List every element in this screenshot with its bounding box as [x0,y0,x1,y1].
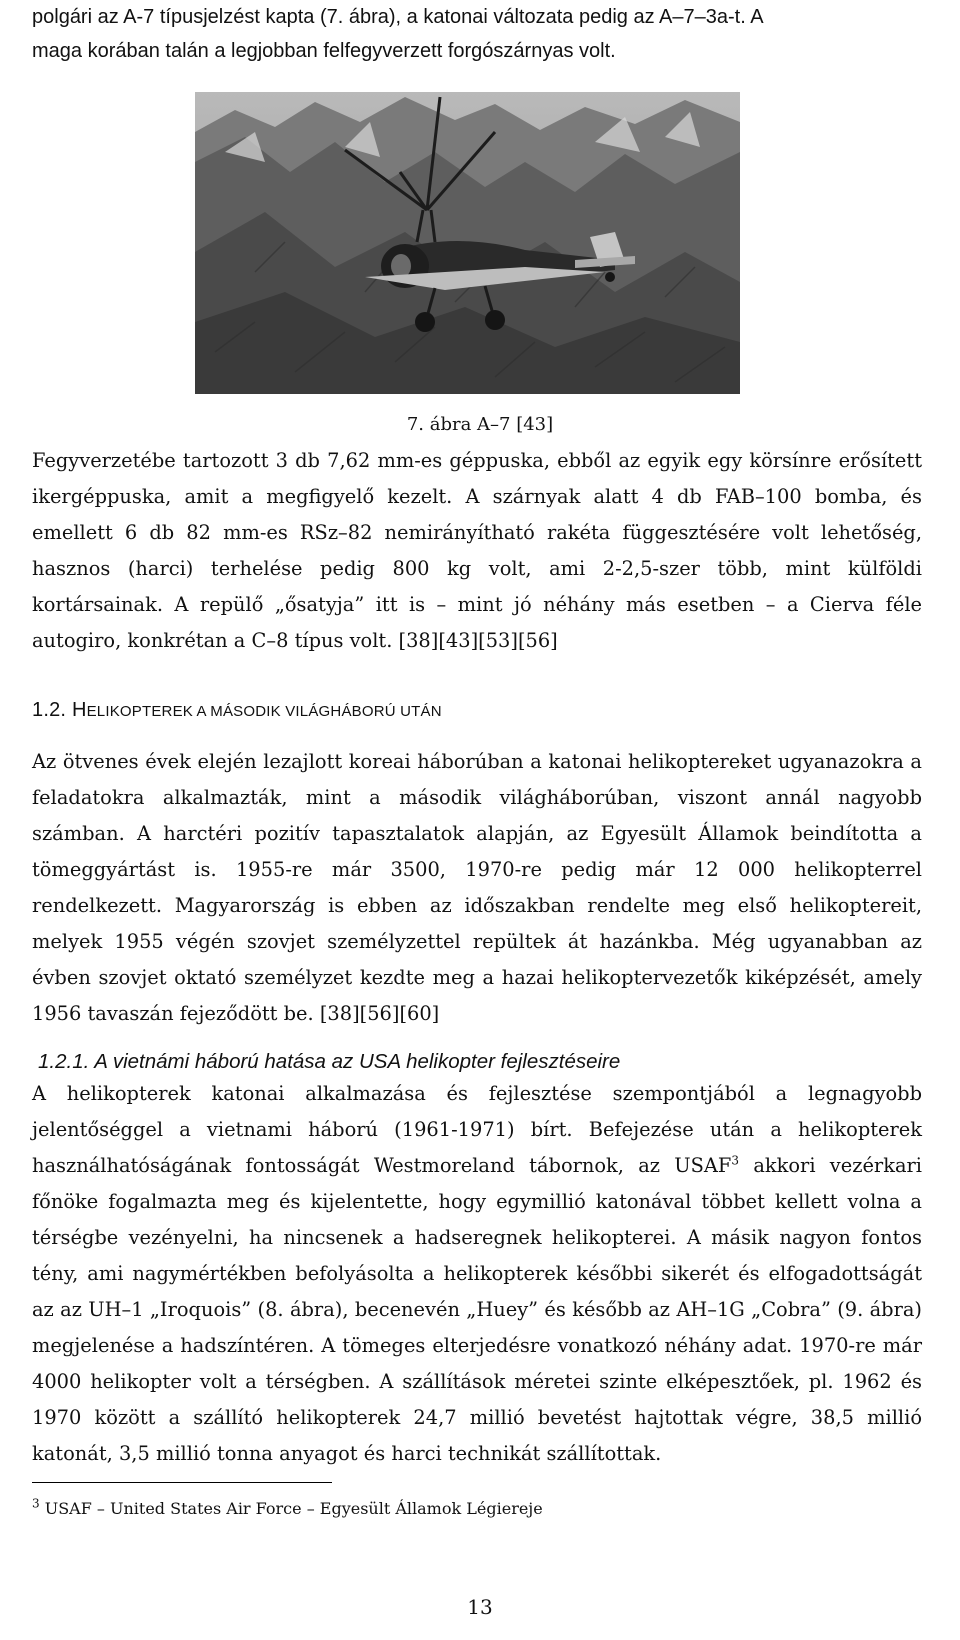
paragraph-vietnam-part-2: akkori vezérkari főnöke fogalmazta meg és kijelentette, hogy egymillió katonával többet kellett volna a térségbe vezényelni, ha nincsenek a hadseregnek helikopterei. A másik nagyon fontos tény, ami nagymértékben befolyásolta a helikopterek későbbi sikerét és elfogadottságát az az UH–1 „Iroquois” (8. ábra), becenevén „Huey” és később az AH–1G „Cobra” (9. ábra) megjelenése a hadszíntéren. A tömeges elterjedésre vonatkozó néhány adat. 1970-re már 4000 helikopter volt a térségben. A szállítások méretei szinte elképesztőek, pl. 1962 és 1970 között a szállító helikopterek 24,7 millió bevetést hajtottak végre, 38,5 millió katonát, 3,5 millió tonna anyagot és harci technikát szállítottak. [32,1154,922,1465]
paragraph-post-ww2: Az ötvenes évek elején lezajlott koreai háborúban a katonai helikoptereket ugyanazokra a feladatokra alkalmazták, mint a második világháborúban, viszont annál nagyobb számban. A harctéri pozitív tapasztalatok alapján, az Egyesült Államok beindította a tömeggyártást is. 1955-re már 3500, 1970-re pedig már 12 000 helikopterrel rendelkezett. Magyarország is ebben az időszakban rendelte meg első helikoptereit, melyek 1955 végén szovjet személyzettel repültek át hazánkba. Még ugyanabban az évben szovjet oktató személyzet kezdte meg a hazai helikoptervezetők kiképzését, amely 1956 tavaszán fejeződött be. [38][56][60] [32,750,922,1025]
footnote-reference[interactable]: 3 [731,1153,740,1168]
paragraph-vietnam [32,1076,922,1472]
paragraph-vietnam-part-1: A helikopterek katonai alkalmazása és fejlesztése szempontjából a legnagyobb jelentőséggel a vietnami háború (1961-1971) bírt. Befejezése után a helikopterek használhatóságának fontosságát Westmoreland tábornok, az USAF [32,1082,922,1177]
intro-line-2: maga korában talán a legjobban felfegyverzett forgószárnyas volt. [32,40,616,62]
figure-caption: 7. ábra A–7 [43] [406,414,554,435]
section-heading-1-2 [32,697,442,725]
autogiro-photo [195,92,740,394]
footnote [32,1498,543,1520]
intro-line-1: polgári az A-7 típusjelzést kapta (7. ábra), a katonai változata pedig az A–7–3a-t. A [32,6,764,28]
footnote-marker: 3 [32,1496,40,1511]
footnote-separator [32,1482,332,1483]
footnote-text: USAF – United States Air Force – Egyesült Államok Légiereje [39,1499,543,1518]
section-title-initial: H [71,699,87,721]
section-title-rest: ELIKOPTEREK A MÁSODIK VILÁGHÁBORÚ UTÁN [86,703,442,720]
intro-paragraph [32,0,922,68]
page-number: 13 [467,1595,493,1619]
paragraph-armament: Fegyverzetébe tartozott 3 db 7,62 mm-es géppuska, ebből az egyik egy körsínre erősített ikergéppuska, amit a megfigyelő kezelt. A szárnyak alatt 4 db FAB–100 bomba, és emellett 6 db 82 mm-es RSz–82 nemirányítható rakéta függesztésére volt lehetőség, hasznos (harci) terhelése pedig 800 kg volt, ami 2-2,5-szer több, mint külföldi kortársainak. A repülő „ősatyja” itt is – mint jó néhány más esetben – a Cierva féle autogiro, konkrétan a C–8 típus volt. [38][43][53][56] [32,449,922,652]
section-number: 1.2. [32,699,67,721]
subsection-heading-1-2-1: 1.2.1. A vietnámi háború hatása az USA helikopter fejlesztéseire [38,1050,621,1073]
